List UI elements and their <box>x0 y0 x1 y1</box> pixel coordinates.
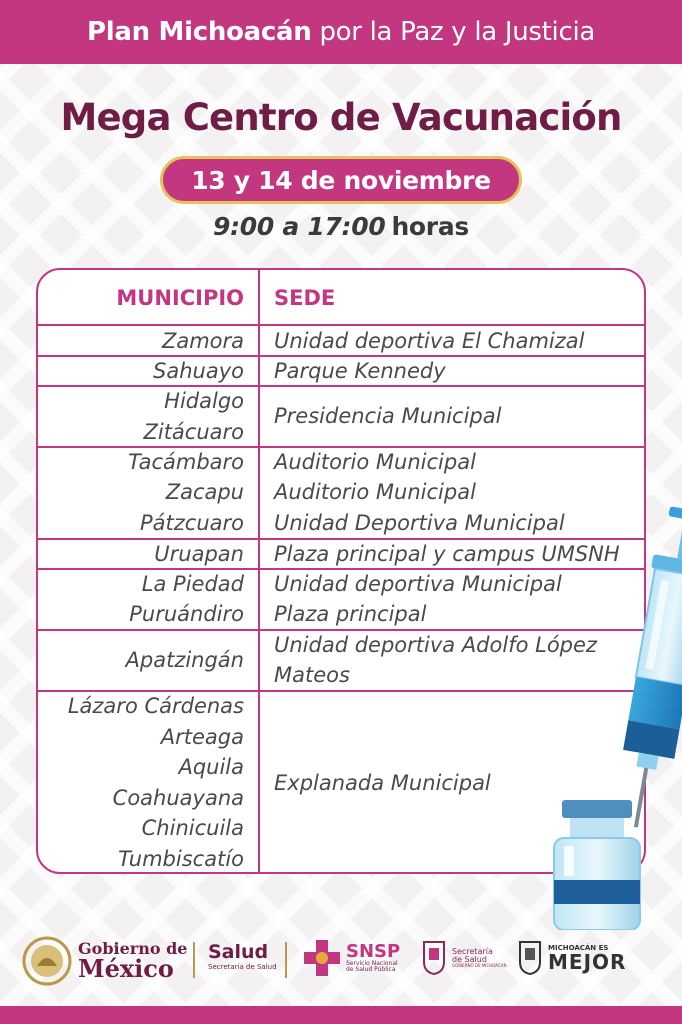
logo-gobierno-mexico <box>22 936 187 986</box>
cell-sede: Mateos <box>274 663 350 688</box>
logos-bar <box>0 930 682 990</box>
vaccine-vial-icon <box>554 800 640 930</box>
cell-municipio: Sahuayo <box>153 359 244 384</box>
cell-sede: Explanada Municipal <box>274 771 491 796</box>
cell-sede: Plaza principal y campus UMSNH <box>274 542 620 567</box>
cell-municipio: Zamora <box>161 329 244 354</box>
cell-municipio: Hidalgo <box>164 389 244 414</box>
gobierno-line2: México <box>78 954 174 983</box>
cell-municipio: Puruándiro <box>129 602 244 627</box>
gobierno-line1: Gobierno de <box>78 939 188 958</box>
column-divider <box>258 270 260 874</box>
salud-title: Salud <box>208 941 269 963</box>
cell-municipio: Lázaro Cárdenas <box>67 694 244 719</box>
cell-municipio: Tumbiscatío <box>118 847 244 872</box>
cell-sede: Unidad deportiva Municipal <box>274 572 562 597</box>
cell-sede: Parque Kennedy <box>274 359 446 384</box>
date-badge: 13 y 14 de noviembre <box>160 156 522 204</box>
hours-label <box>0 212 682 241</box>
banner-rest: por la Paz y la Justicia <box>319 17 596 47</box>
title-part2: Vacunación <box>392 96 622 139</box>
cell-sede: Auditorio Municipal <box>274 480 476 505</box>
cell-municipio: Tacámbaro <box>127 450 244 475</box>
hours-unit: horas <box>391 212 469 241</box>
logo-snsp <box>302 938 400 978</box>
header-sede: SEDE <box>274 286 336 310</box>
logo-divider <box>285 942 287 978</box>
cell-municipio: Uruapan <box>154 542 244 567</box>
title-part1: Mega Centro de <box>60 96 380 139</box>
top-banner <box>0 0 682 64</box>
michoacan-shield-icon <box>422 940 446 976</box>
syringe-icon <box>540 500 682 930</box>
logo-secretaria-salud <box>422 940 506 976</box>
cell-sede: Unidad deportiva Adolfo López <box>274 633 597 658</box>
cell-municipio: Aquila <box>178 755 244 780</box>
michoacan-shield-icon <box>518 940 542 976</box>
secretaria-line3: GOBIERNO DE MICHOACÁN <box>452 963 507 969</box>
cell-municipio: La Piedad <box>141 572 244 597</box>
michoacan-line2: MEJOR <box>548 949 627 974</box>
logo-divider <box>193 942 195 978</box>
cell-sede: Presidencia Municipal <box>274 404 502 429</box>
cell-municipio: Apatzingán <box>125 648 244 673</box>
cell-municipio: Coahuayana <box>112 786 244 811</box>
michoacan-line1: MICHOACÁN ES <box>548 943 609 952</box>
logo-michoacan-mejor <box>518 940 626 976</box>
snsp-subtitle2: de Salud Pública <box>346 966 396 973</box>
banner-bold: Plan Michoacán <box>86 17 312 47</box>
mexico-seal-icon <box>22 936 72 986</box>
cell-sede: Plaza principal <box>274 602 427 627</box>
hours-range: 9:00 a 17:00 <box>212 212 386 241</box>
cell-sede: Unidad Deportiva Municipal <box>274 511 565 536</box>
secretaria-line2: de Salud <box>452 954 487 964</box>
secretaria-line1: Secretaría <box>452 946 493 956</box>
cell-sede: Auditorio Municipal <box>274 450 476 475</box>
cell-municipio: Arteaga <box>160 725 244 750</box>
cell-municipio: Pátzcuaro <box>140 511 244 536</box>
cell-sede: Unidad deportiva El Chamizal <box>274 329 585 354</box>
cell-municipio: Chinicuila <box>141 816 244 841</box>
cell-municipio: Zacapu <box>165 480 244 505</box>
logo-salud <box>208 942 277 971</box>
snsp-cross-icon <box>302 938 342 978</box>
header-municipio: MUNICIPIO <box>116 286 244 310</box>
salud-subtitle: Secretaría de Salud <box>208 962 277 971</box>
page-title <box>0 96 682 139</box>
snsp-title: SNSP <box>346 941 401 962</box>
bottom-bar <box>0 1006 682 1024</box>
snsp-subtitle1: Servicio Nacional <box>346 960 398 967</box>
cell-municipio: Zitácuaro <box>143 420 244 445</box>
